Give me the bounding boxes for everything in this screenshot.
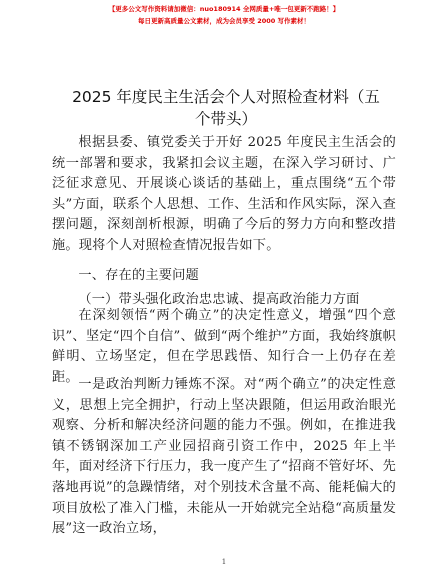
promo-banner-line2: 每日更新高质量公文素材，成为会员享受 2000 写作素材！ <box>137 17 311 25</box>
body-paragraph-2: 一是政治判断力锤炼不深。对“两个确立”的决定性意义，思想上完全拥护，行动上坚决跟随，但运用政治眼光观察、分析和解决经济问题的能力不强。例如，在推进我镇不锈钢深加工产业园招商引资工作中，2025 年上半年，面对经济下行压力，我一度产生了“招商不管好坏、先落地再说”的急躁情绪，对个别技术含量不高、能耗偏大的项目放松了准入门槛，未能从一开始就完全站稳“高质量发展”这一政治立场， <box>52 377 396 537</box>
document-title: 2025 年度民主生活会个人对照检查材料（五个带头） <box>72 88 380 128</box>
promo-banner <box>0 4 448 27</box>
subsection-heading: （一）带头强化政治忠忠诚、提高政治能力方面 <box>78 292 360 307</box>
body-paragraph-1: 在深刻领悟“两个确立”的决定性意义，增强“四个意识”、坚定“四个自信”、做到“两个维护”方面，我始终旗帜鲜明、立场坚定，但在学思践悟、知行合一上仍存在差距。 <box>52 308 396 385</box>
promo-banner-line1: 【更多公文写作资料请加微信：nuo180914 全网质量+唯一包更新不跑路！】 <box>108 5 340 13</box>
intro-paragraph: 根据县委、镇党委关于开好 2025 年度民主生活会的统一部署和要求，我紧扣会议主题，在深入学习研讨、广泛征求意见、开展谈心谈话的基础上，重点围绕“五个带头”方面，联系个人思想、工作、生活和作风实际，深入查摆问题，深刻剖析根源，明确了今后的努力方向和整改措施。现将个人对照检查情况报告如下。 <box>52 135 396 253</box>
page-number: 1 <box>221 558 227 566</box>
section-heading: 一、存在的主要问题 <box>78 268 199 283</box>
